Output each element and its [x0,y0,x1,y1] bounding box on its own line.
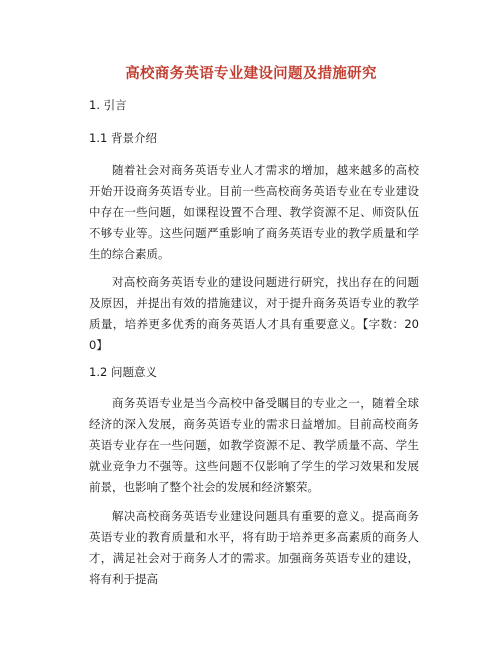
subsection-heading-background: 1.1 背景介绍 [89,131,157,145]
paragraph-background-1: 随着社会对商务英语专业人才需求的增加，越来越多的高校开始开设商务英语专业。目前一些高校商务英语专业在专业建设中存在一些问题，如课程设置不合理、教学资源不足、师资队伍不够专业等。这些问题严重影响了商务英语专业的教学质量和学生的综合素质。 [89,163,419,261]
section-heading-introduction: 1. 引言 [89,98,127,112]
paragraph-background-2: 对高校商务英语专业的建设问题进行研究，找出存在的问题及原因，并提出有效的措施建议，对于提升商务英语专业的教学质量，培养更多优秀的商务英语人才具有重要意义。【字数：200】 [89,275,419,352]
paragraph-significance-2: 解决高校商务英语专业建设问题具有重要的意义。提高商务英语专业的教育质量和水平，将有助于培养更多高素质的商务人才，满足社会对于商务人才的需求。加强商务英语专业的建设，将有利于提高 [89,509,419,586]
document-title: 高校商务英语专业建设问题及措施研究 [125,66,377,82]
subsection-heading-significance: 1.2 问题意义 [89,365,157,379]
paragraph-significance-1: 商务英语专业是当今高校中备受瞩目的专业之一，随着全球经济的深入发展，商务英语专业的需求日益增加。目前高校商务英语专业存在一些问题，如教学资源不足、教学质量不高、学生就业竞争力不强等。这些问题不仅影响了学生的学习效果和发展前景，也影响了整个社会的发展和经济繁荣。 [89,396,419,494]
